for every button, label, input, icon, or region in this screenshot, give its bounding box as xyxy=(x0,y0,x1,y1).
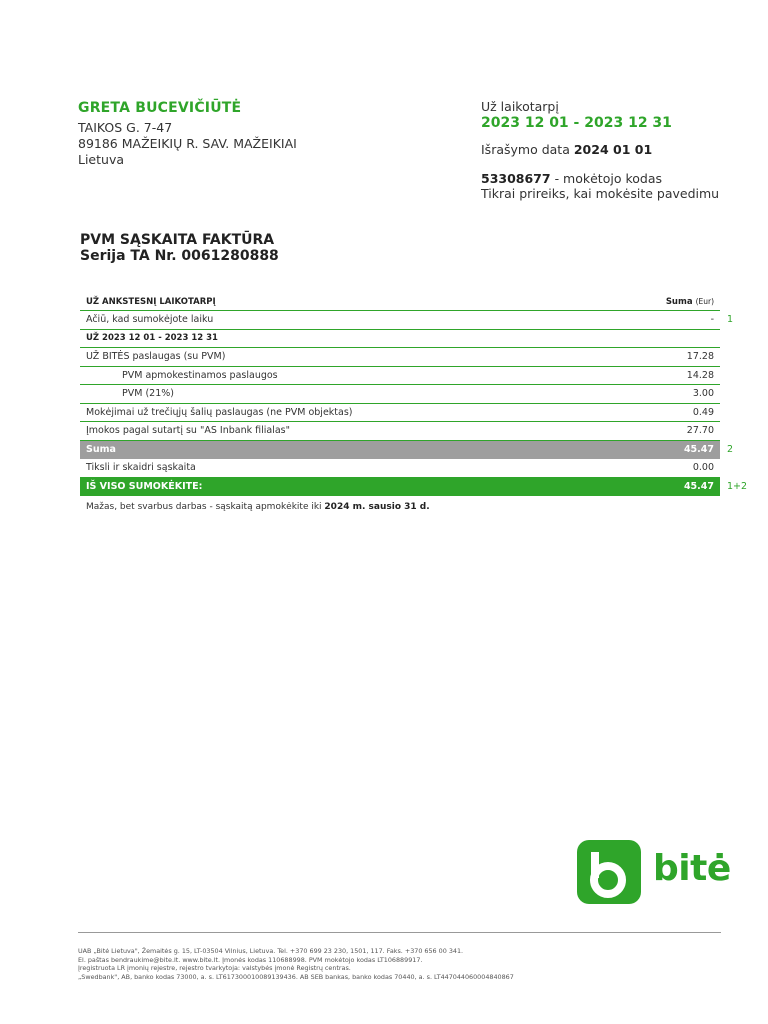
sum-header-unit: (Eur) xyxy=(695,297,714,306)
table-row-inbank xyxy=(80,422,720,441)
customer-address-street: TAIKOS G. 7-47 xyxy=(78,120,173,135)
customer-block xyxy=(78,100,297,168)
payer-code: 53308677 xyxy=(481,171,551,186)
table-row-bite-services xyxy=(80,348,720,367)
payment-deadline-note xyxy=(86,502,430,512)
table-row-thanks xyxy=(80,311,734,330)
row-marker: 2 xyxy=(727,443,734,455)
row-label: Mokėjimai už trečiųjų šalių paslaugas (ne PVM objektas) xyxy=(86,406,353,418)
row-label: Suma xyxy=(86,443,116,455)
note-text: Mažas, bet svarbus darbas - sąskaitą apmokėkite iki xyxy=(86,502,325,512)
document-title: PVM SĄSKAITA FAKTŪRA xyxy=(80,232,275,248)
period-range: 2023 12 01 - 2023 12 31 xyxy=(481,115,672,131)
footer-line-3: Įregistruota LR įmonių rejestre, rejestro tvarkytoja: valstybės įmonė Registrų centras. xyxy=(78,964,351,973)
row-label: Įmokos pagal sutartį su "AS Inbank filialas" xyxy=(86,425,290,437)
row-value: 27.70 xyxy=(686,425,714,437)
row-marker: 1 xyxy=(727,314,734,326)
payer-code-suffix: - mokėtojo kodas xyxy=(550,171,662,186)
document-series: Serija TA Nr. 0061280888 xyxy=(80,248,279,264)
footer xyxy=(78,947,514,981)
prev-period-header: UŽ ANKSTESNĮ LAIKOTARPĮ xyxy=(86,297,216,307)
footer-line-2: El. paštas bendraukime@bite.lt. www.bite.lt. Įmonės kodas 110688998. PVM mokėtojo kodas LT106889917. xyxy=(78,955,423,964)
bite-logo-icon xyxy=(577,840,641,904)
period-header: UŽ 2023 12 01 - 2023 12 31 xyxy=(86,333,218,344)
issue-date-line xyxy=(481,142,761,157)
row-value: - xyxy=(710,314,714,326)
table-header-row xyxy=(80,294,720,311)
total-label: IŠ VISO SUMOKĖKITE: xyxy=(86,480,203,492)
row-label: Ačiū, kad sumokėjote laiku xyxy=(86,314,214,326)
issue-date-label: Išrašymo data xyxy=(481,142,570,157)
table-row-period-header xyxy=(80,330,720,349)
table-row-total xyxy=(80,478,748,497)
sum-header xyxy=(634,297,714,307)
row-value: 3.00 xyxy=(692,388,714,400)
invoice-period-block xyxy=(481,100,761,201)
invoice-table xyxy=(80,294,748,496)
table-row-vat xyxy=(80,385,720,404)
bite-logo xyxy=(577,840,731,904)
payer-code-hint: Tikrai prireiks, kai mokėsite pavedimu xyxy=(481,186,720,201)
period-label: Už laikotarpį xyxy=(481,99,559,114)
bite-logo-text: bitė xyxy=(653,848,731,889)
sum-header-label: Suma xyxy=(665,297,693,307)
customer-country: Lietuva xyxy=(78,152,125,167)
total-value: 45.47 xyxy=(683,480,714,492)
table-row-accurate-invoice xyxy=(80,459,720,478)
row-value: 17.28 xyxy=(686,351,714,363)
footer-line-4: „Swedbank", AB, banko kodas 73000, a. s. LT617300010089139436. AB SEB bankas, banko kodas 70440, a. s. LT447044060004840867 xyxy=(78,972,514,981)
row-label: Tiksli ir skaidri sąskaita xyxy=(86,462,196,474)
table-row-vat-taxable xyxy=(80,367,720,386)
row-value: 0.49 xyxy=(692,406,714,418)
table-row-third-party xyxy=(80,404,720,423)
issue-date: 2024 01 01 xyxy=(573,142,653,157)
footer-line-1: UAB „Bitė Lietuva", Žemaitės g. 15, LT-03504 Vilnius, Lietuva. Tel. +370 699 23 230, 1501, 117. Faks. +370 656 00 341. xyxy=(78,947,464,955)
row-label: PVM apmokestinamos paslaugos xyxy=(122,369,278,381)
customer-name: GRETA BUCEVIČIŪTĖ xyxy=(78,100,242,116)
footer-divider xyxy=(78,932,721,933)
table-row-sum xyxy=(80,441,734,460)
payer-code-line xyxy=(481,171,761,186)
row-label: PVM (21%) xyxy=(122,388,174,400)
customer-address-city: 89186 MAŽEIKIŲ R. SAV. MAŽEIKIAI xyxy=(78,136,297,151)
payment-deadline: 2024 m. sausio 31 d. xyxy=(324,502,430,512)
row-label: UŽ BITĖS paslaugas (su PVM) xyxy=(86,351,226,363)
row-value: 0.00 xyxy=(692,462,714,474)
row-value: 45.47 xyxy=(683,443,714,455)
document-title-block xyxy=(80,232,279,264)
row-value: 14.28 xyxy=(686,369,714,381)
row-marker: 1+2 xyxy=(727,480,748,492)
